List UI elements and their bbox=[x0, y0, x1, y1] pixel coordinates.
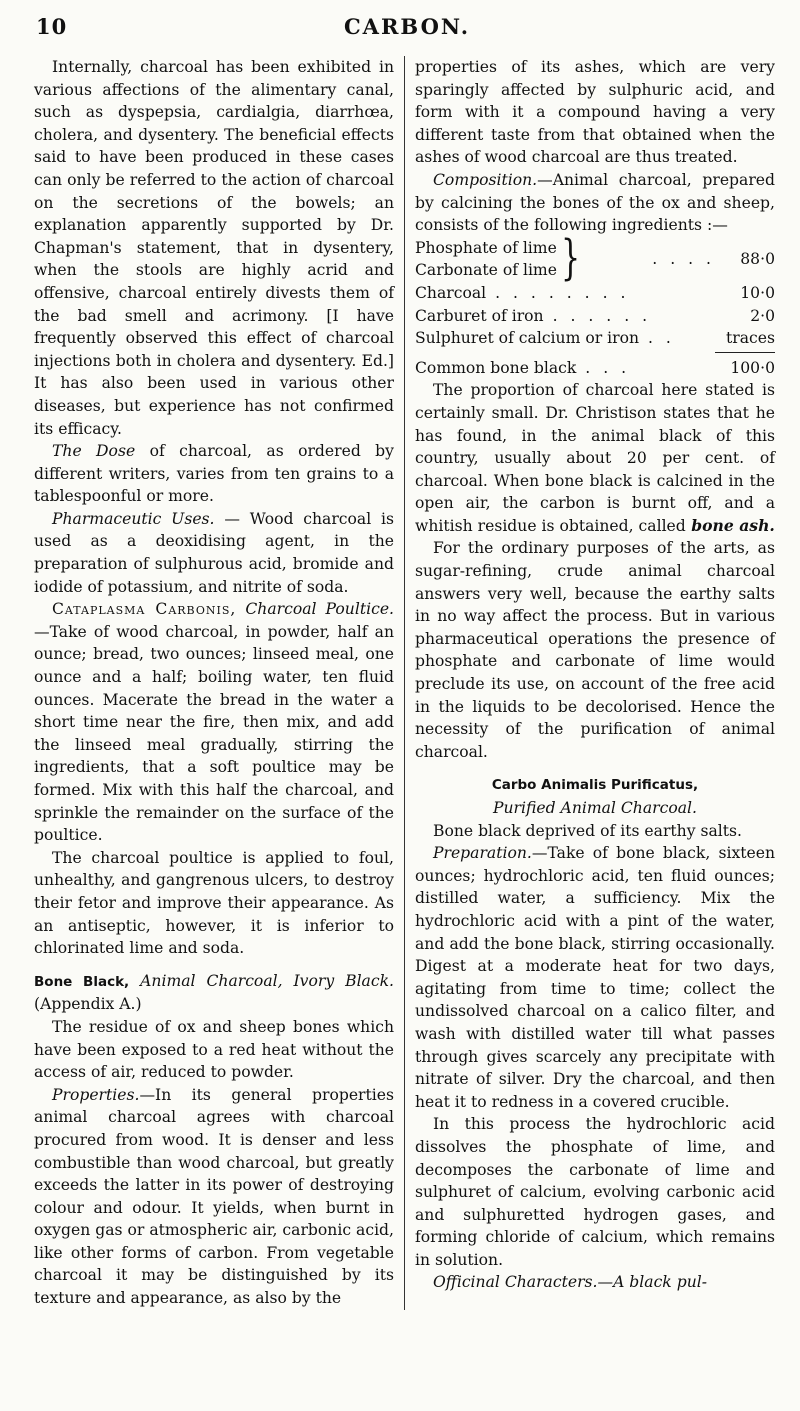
dose-text: of charcoal, as ordered by different writers, varies from ten grains to a tablespoonful or more. bbox=[34, 442, 394, 506]
paragraph-dose bbox=[34, 440, 394, 508]
proportion-text: The proportion of charcoal here stated is certainly small. Dr. Christison states that he has found, in the animal black of this country, usually about 20 per cent. of charcoal. When bone black is calcined in the open air, the carbon is burnt off, and a whitish residue is obtained, called bbox=[415, 381, 775, 535]
preparation-label: Preparation. bbox=[433, 844, 532, 863]
paragraph-ordinary-purposes: For the ordinary purposes of the arts, as sugar-refining, crude animal charcoal answers very well, because the earthy salts in no way affect the process. But in various pharmaceutical operations the presence of phosphate and carbonate of lime would preclude its use, on account of the free acid in the liquids to be decolorised. Hence the necessity of the purification of animal charcoal. bbox=[415, 539, 775, 761]
right-column bbox=[404, 56, 775, 1310]
table-row: Sulphuret of calcium or iron . . traces bbox=[415, 327, 775, 350]
value-carburet: 2·0 bbox=[750, 306, 775, 325]
table-row: Carburet of iron . . . . . . 2·0 bbox=[415, 305, 775, 328]
brace-glyph: } bbox=[560, 230, 581, 287]
paragraph-properties bbox=[34, 1084, 394, 1310]
table-row: Charcoal . . . . . . . . 10·0 bbox=[415, 282, 775, 305]
paragraph-officinal bbox=[415, 1271, 775, 1294]
purified-subheading: Purified Animal Charcoal. bbox=[493, 799, 697, 817]
value-sulphuret: traces bbox=[726, 329, 775, 348]
purified-heading: Carbo Animalis Purificatus, bbox=[491, 777, 699, 794]
sulphuret-label: Sulphuret of calcium or iron bbox=[415, 329, 640, 348]
value-total: 100·0 bbox=[730, 358, 775, 377]
preparation-text: —Take of bone black, sixteen ounces; hydrochloric acid, ten fluid ounces; distilled water, a sufficiency. Mix the hydrochloric acid with a pint of the water, and add the bone black, stirring occasionally. Digest at a moderate heat for two days, agitating from time to time; collect the undissolved charcoal on a calico filter, and wash with distilled water till what passes through gives scarcely any precipitate with nitrate of silver. Dry the charcoal, and then heat it to redness in a covered crucible. bbox=[415, 844, 775, 1111]
bone-ash-term: bone ash. bbox=[685, 515, 775, 535]
phosphate-of-lime: Phosphate of lime bbox=[415, 238, 557, 257]
heading-purified bbox=[415, 773, 775, 797]
pharm-label: Pharmaceutic Uses. bbox=[52, 509, 215, 528]
paragraph-deprived: Bone black deprived of its earthy salts. bbox=[433, 821, 742, 840]
subheading-purified bbox=[415, 797, 775, 820]
text-columns bbox=[34, 56, 780, 1310]
paragraph-process: In this process the hydrochloric acid dissolves the phosphate of lime, and decomposes the carbonate of lime and sulphuret of calcium, evolving carbonic acid and sulphuretted hydrogen gases, and forming chloride of calcium, which remains in solution. bbox=[415, 1115, 775, 1269]
bone-black-appendix: (Appendix A.) bbox=[34, 995, 142, 1014]
composition-label: Composition. bbox=[433, 170, 538, 189]
bone-black-italic: Animal Charcoal, Ivory Black. bbox=[129, 971, 394, 990]
page-header bbox=[34, 14, 780, 44]
sum-rule bbox=[715, 352, 775, 353]
paragraph-cataplasma bbox=[34, 598, 394, 847]
table-row: Phosphate of lime Carbonate of lime } . . . . 88·0 bbox=[415, 230, 775, 287]
cataplasma-text: —Take of wood charcoal, in powder, half an ounce; bread, two ounces; linseed meal, one ounce and a half; boiling water, ten fluid ounces. Macerate the bread in the water a short time near the fire, then mix, and add the linseed meal gradually, stirring the ingredients, that a soft poultice may be formed. Mix with this half the charcoal, and sprinkle the remainder on the surface of the poultice. bbox=[34, 622, 394, 845]
running-title: CARBON. bbox=[343, 14, 471, 39]
left-column bbox=[34, 56, 404, 1310]
officinal-label: Officinal bbox=[433, 1273, 500, 1292]
properties-label: Properties. bbox=[52, 1085, 140, 1104]
carbonate-of-lime: Carbonate of lime bbox=[415, 261, 557, 280]
properties-text: —In its general properties animal charcoal agrees with charcoal procured from wood. It is denser and less combustible than wood charcoal, but greatly exceeds the latter in its power of destroying colour and odour. It yields, when burnt in oxygen gas or atmospheric air, carbonic acid, like other forms of carbon. From vegetable charcoal it may be distinguished by its texture and appearance, as also by the bbox=[34, 1085, 394, 1308]
charcoal-label: Charcoal bbox=[415, 283, 487, 302]
dose-label: The Dose bbox=[52, 442, 136, 461]
paragraph-proportion bbox=[415, 379, 775, 537]
total-label: Common bone black bbox=[415, 358, 577, 377]
paragraph-pharmaceutic-uses bbox=[34, 508, 394, 598]
composition-text: —Animal charcoal, prepared by calcining the bones of the ox and sheep, consists of the following ingredients :— bbox=[415, 170, 775, 235]
paragraph-residue: The residue of ox and sheep bones which have been exposed to a red heat without the access of air, reduced to powder. bbox=[34, 1017, 394, 1082]
cataplasma-italic: Charcoal Poultice. bbox=[236, 600, 395, 619]
value-charcoal: 10·0 bbox=[740, 283, 775, 302]
paragraph-ashes: properties of its ashes, which are very sparingly affected by sulphuric acid, and form with it a compound having a very different taste from that obtained when the ashes of wood charcoal are thus treated. bbox=[415, 58, 775, 167]
officinal-text: Characters.—A black pul- bbox=[499, 1273, 707, 1292]
carburet-label: Carburet of iron bbox=[415, 306, 544, 325]
heading-bone-black bbox=[34, 970, 394, 1016]
paragraph-poultice-use: The charcoal poultice is applied to foul, unhealthy, and gangrenous ulcers, to destroy their fetor and improve their appearance. As an antiseptic, however, it is inferior to chlorinated lime and soda. bbox=[34, 848, 394, 958]
table-row: Common bone black . . . 100·0 bbox=[415, 357, 775, 380]
page-number: 10 bbox=[36, 14, 68, 39]
composition-table bbox=[415, 230, 775, 380]
pharm-text: — Wood charcoal is used as a deoxidising agent, in the preparation of sulphurous acid, bromide and iodide of potassium, and nitrite of soda. bbox=[34, 509, 394, 596]
paragraph-preparation bbox=[415, 842, 775, 1113]
paragraph-internal-use: Internally, charcoal has been exhibited in various affections of the alimentary canal, such as dyspepsia, cardialgia, diarrhœa, cholera, and dysentery. The beneficial effects said to have been produced in these cases can only be referred to the action of charcoal on the secretions of the bowels; an explanation apparently supported by Dr. Chapman's statement, that in dysentery, when the stools are highly acrid and offensive, charcoal entirely divests them of the bad smell and acrimony. [I have frequently observed this effect of charcoal injections both in cholera and dysentery. Ed.] It has also been used in various other diseases, but experience has not confirmed its efficacy. bbox=[34, 58, 394, 438]
cataplasma-label: Cataplasma Carbonis, bbox=[52, 600, 237, 619]
value-lime: 88·0 bbox=[740, 250, 775, 269]
bone-black-label: Bone Black, bbox=[34, 973, 130, 990]
paragraph-composition bbox=[415, 169, 775, 237]
